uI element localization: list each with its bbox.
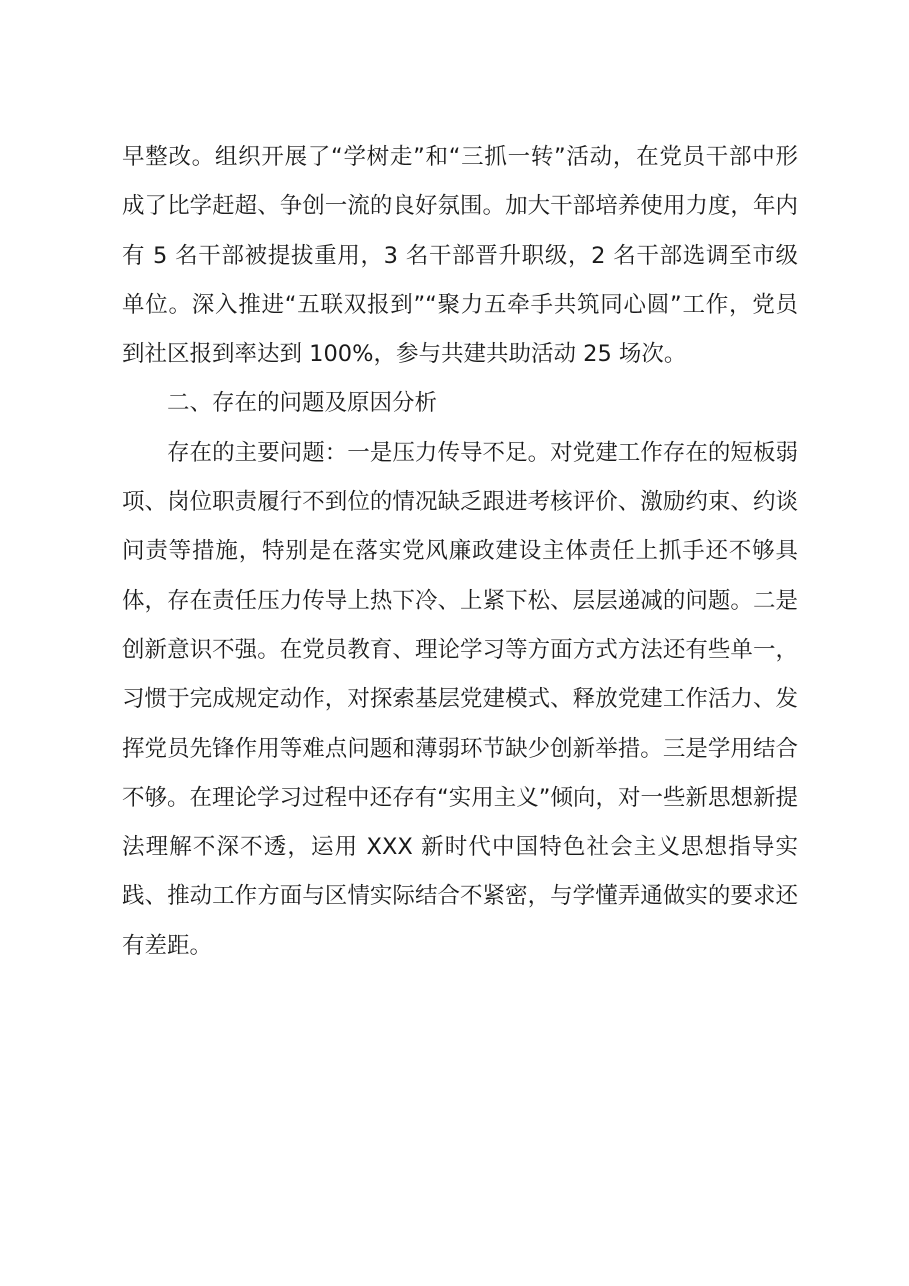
paragraph-continuation: 早整改。组织开展了“学树走”和“三抓一转”活动，在党员干部中形成了比学赶超、争创一流的良好氛围。加大干部培养使用力度，年内有 5 名干部被提拔重用，3 名干部晋升职级，2 名干部选调至市级单位。深入推进“五联双报到”“聚力五牵手共筑同心圆”工作，党员到社区报到率达到 100%，参与共建共助活动 25 场次。 [122, 144, 798, 368]
paragraph-problems: 存在的主要问题：一是压力传导不足。对党建工作存在的短板弱项、岗位职责履行不到位的情况缺乏跟进考核评价、激励约束、约谈问责等措施，特别是在落实党风廉政建设主体责任上抓手还不够具体，存在责任压力传导上热下冷、上紧下松、层层递减的问题。二是创新意识不强。在党员教育、理论学习等方面方式方法还有些单一，习惯于完成规定动作，对探索基层党建模式、释放党建工作活力、发挥党员先锋作用等难点问题和薄弱环节缺少创新举措。三是学用结合不够。在理论学习过程中还存有“实用主义”倾向，对一些新思想新提法理解不深不透，运用 XXX 新时代中国特色社会主义思想指导实践、推动工作方面与区情实际结合不紧密，与学懂弄通做实的要求还有差距。 [122, 439, 798, 959]
document-body [122, 133, 798, 971]
section-heading: 二、存在的问题及原因分析 [167, 390, 438, 417]
